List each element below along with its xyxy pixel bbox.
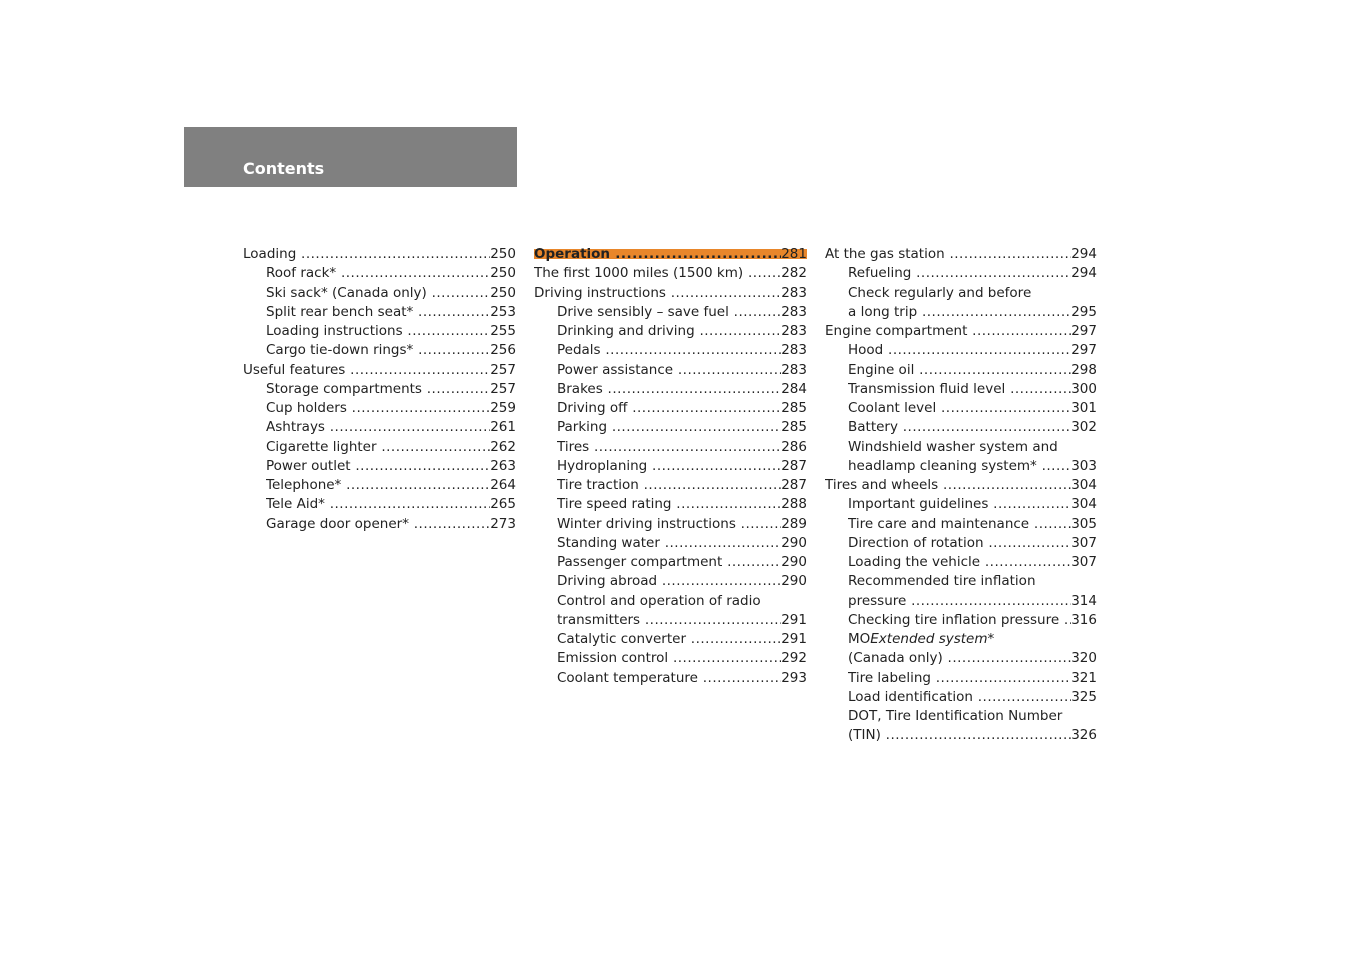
toc-entry-page-number: 290 bbox=[781, 573, 807, 590]
toc-entry[interactable] bbox=[534, 399, 807, 418]
toc-entry[interactable] bbox=[534, 361, 807, 380]
toc-entry-page-number: 295 bbox=[1071, 303, 1097, 320]
toc-entry-page-number: 289 bbox=[781, 515, 807, 532]
toc-entry[interactable] bbox=[825, 495, 1097, 514]
toc-entry-label: Check regularly and before bbox=[848, 284, 1032, 301]
toc-entry-label: Checking tire inflation pressure ..... bbox=[848, 611, 1071, 630]
toc-entry[interactable] bbox=[825, 669, 1097, 688]
toc-entry-page-number: 292 bbox=[781, 650, 807, 667]
toc-entry[interactable] bbox=[825, 245, 1097, 264]
toc-entry-label: Control and operation of radio bbox=[557, 592, 761, 609]
toc-entry[interactable] bbox=[825, 264, 1097, 283]
toc-entry-page-number: 325 bbox=[1071, 688, 1097, 705]
toc-entry-label: Drive sensibly – save fuel ..... bbox=[557, 303, 781, 322]
toc-entry[interactable] bbox=[243, 264, 516, 283]
toc-entry-label: MOExtended system* bbox=[848, 631, 995, 647]
toc-entry[interactable] bbox=[243, 495, 516, 514]
toc-entry-page-number: 305 bbox=[1071, 515, 1097, 532]
toc-entry-label: Useful features ..... bbox=[243, 361, 490, 380]
toc-column-2 bbox=[534, 245, 807, 688]
toc-entry[interactable] bbox=[534, 264, 807, 283]
toc-entry[interactable] bbox=[534, 303, 807, 322]
toc-entry-page-number: 255 bbox=[490, 323, 516, 339]
toc-entry-label: Important guidelines ..... bbox=[848, 495, 1071, 514]
toc-entry-label: Direction of rotation ..... bbox=[848, 534, 1071, 553]
toc-entry[interactable] bbox=[534, 245, 807, 264]
toc-entry-page-number: 261 bbox=[490, 419, 516, 436]
toc-entry[interactable] bbox=[534, 649, 807, 668]
toc-entry-label: Loading the vehicle ..... bbox=[848, 553, 1071, 572]
toc-entry-page-number: 257 bbox=[490, 380, 516, 397]
toc-entry[interactable] bbox=[825, 611, 1097, 630]
toc-entry-page-number: 256 bbox=[490, 342, 516, 359]
toc-entry-page-number: 250 bbox=[490, 246, 516, 262]
toc-entry-label: At the gas station ..... bbox=[825, 245, 1071, 264]
toc-entry-page-number: 303 bbox=[1071, 457, 1097, 474]
toc-entry-label: Tire labeling ..... bbox=[848, 669, 1071, 688]
toc-entry-label: Power outlet ..... bbox=[266, 457, 490, 476]
toc-entry[interactable] bbox=[534, 476, 807, 495]
toc-entry-label: Windshield washer system and bbox=[848, 438, 1058, 455]
toc-entry-label: Ashtrays ..... bbox=[266, 418, 490, 437]
toc-entry-page-number: 302 bbox=[1071, 419, 1097, 436]
toc-entry-page-number: 293 bbox=[781, 669, 807, 686]
toc-entry-label: Ski sack* (Canada only) ..... bbox=[266, 284, 490, 303]
toc-entry-label: (Canada only) ..... bbox=[848, 649, 1071, 668]
toc-entry[interactable] bbox=[825, 418, 1097, 437]
contents-header bbox=[184, 127, 517, 187]
toc-entry-page-number: 259 bbox=[490, 400, 516, 416]
toc-entry-page-number: 326 bbox=[1071, 727, 1097, 744]
toc-entry[interactable] bbox=[534, 418, 807, 437]
toc-entry-page-number: 282 bbox=[781, 265, 807, 282]
toc-entry-label: Power assistance ..... bbox=[557, 361, 781, 380]
toc-entry[interactable] bbox=[825, 630, 1097, 649]
toc-entry-label: Tire speed rating ..... bbox=[557, 495, 781, 514]
toc-entry-label: DOT, Tire Identification Number bbox=[848, 708, 1063, 724]
toc-entry-label: (TIN) ..... bbox=[848, 726, 1071, 745]
toc-entry-label: pressure ..... bbox=[848, 592, 1071, 611]
toc-entry-page-number: 307 bbox=[1071, 554, 1097, 570]
toc-entry-page-number: 250 bbox=[490, 284, 516, 301]
toc-entry[interactable] bbox=[825, 515, 1097, 534]
page-title: Contents bbox=[243, 159, 325, 178]
toc-entry-page-number: 284 bbox=[781, 380, 807, 397]
toc-entry-label: a long trip ..... bbox=[848, 303, 1071, 322]
toc-entry-page-number: 285 bbox=[781, 419, 807, 436]
toc-entry-label: Brakes ..... bbox=[557, 380, 781, 399]
toc-entry[interactable] bbox=[825, 688, 1097, 707]
toc-entry-label: Roof rack* ..... bbox=[266, 264, 490, 283]
toc-entry-page-number: 320 bbox=[1071, 650, 1097, 667]
toc-entry-label: Loading ..... bbox=[243, 245, 490, 264]
toc-entry[interactable] bbox=[243, 457, 516, 476]
toc-entry-label: Hydroplaning ..... bbox=[557, 457, 781, 476]
toc-entry-label: Engine oil ..... bbox=[848, 361, 1071, 380]
toc-entry-page-number: 257 bbox=[490, 361, 516, 378]
toc-entry-label: Pedals ..... bbox=[557, 341, 781, 360]
toc-entry-label: Battery ..... bbox=[848, 418, 1071, 437]
toc-entry-page-number: 250 bbox=[490, 265, 516, 282]
toc-entry[interactable] bbox=[825, 284, 1097, 303]
toc-entry-page-number: 283 bbox=[781, 361, 807, 378]
toc-entry[interactable] bbox=[825, 399, 1097, 418]
toc-entry-label: Driving instructions ..... bbox=[534, 284, 781, 303]
toc-entry-label: Emission control ..... bbox=[557, 649, 781, 668]
toc-entry-label: Operation ..... bbox=[534, 245, 781, 264]
toc-entry[interactable] bbox=[825, 380, 1097, 399]
toc-entry[interactable] bbox=[534, 341, 807, 360]
toc-column-1 bbox=[243, 245, 516, 534]
toc-entry[interactable] bbox=[534, 438, 807, 457]
toc-entry-page-number: 262 bbox=[490, 438, 516, 455]
toc-entry-page-number: 287 bbox=[781, 457, 807, 474]
toc-entry[interactable] bbox=[825, 303, 1097, 322]
toc-entry-page-number: 297 bbox=[1071, 342, 1097, 359]
toc-entry-label: The first 1000 miles (1500 km) ..... bbox=[534, 264, 781, 283]
toc-entry-page-number: 290 bbox=[781, 554, 807, 570]
toc-entry[interactable] bbox=[243, 399, 516, 418]
toc-entry[interactable] bbox=[534, 457, 807, 476]
toc-entry-label: Parking ..... bbox=[557, 418, 781, 437]
toc-entry[interactable] bbox=[534, 284, 807, 303]
toc-entry[interactable] bbox=[534, 380, 807, 399]
toc-entry-page-number: 291 bbox=[781, 611, 807, 628]
toc-entry[interactable] bbox=[243, 284, 516, 303]
toc-entry-page-number: 253 bbox=[490, 303, 516, 320]
toc-entry-page-number: 300 bbox=[1071, 380, 1097, 397]
toc-entry[interactable] bbox=[825, 553, 1097, 572]
toc-entry-label: Winter driving instructions ..... bbox=[557, 515, 781, 534]
toc-entry[interactable] bbox=[534, 611, 807, 630]
toc-entry-label: Drinking and driving ..... bbox=[557, 322, 781, 341]
toc-entry-label: Tires and wheels ..... bbox=[825, 476, 1071, 495]
toc-entry-label: Tire traction ..... bbox=[557, 476, 781, 495]
toc-entry[interactable] bbox=[243, 303, 516, 322]
toc-entry-label: headlamp cleaning system* ..... bbox=[848, 457, 1071, 476]
toc-entry-label: Cup holders ..... bbox=[266, 399, 490, 418]
toc-entry-page-number: 321 bbox=[1071, 669, 1097, 686]
toc-entry-page-number: 304 bbox=[1071, 496, 1097, 513]
toc-entry[interactable] bbox=[825, 438, 1097, 457]
toc-entry[interactable] bbox=[825, 322, 1097, 341]
toc-entry-label: Coolant level ..... bbox=[848, 399, 1071, 418]
toc-entry-page-number: 314 bbox=[1071, 592, 1097, 609]
toc-entry[interactable] bbox=[243, 515, 516, 534]
toc-entry-label: Coolant temperature ..... bbox=[557, 669, 781, 688]
toc-entry-page-number: 291 bbox=[781, 631, 807, 647]
toc-entry[interactable] bbox=[825, 361, 1097, 380]
toc-entry-page-number: 294 bbox=[1071, 246, 1097, 262]
toc-column-3 bbox=[825, 245, 1097, 746]
toc-entry-page-number: 316 bbox=[1071, 611, 1097, 628]
toc-entry-label: Engine compartment ..... bbox=[825, 322, 1071, 341]
toc-entry-page-number: 307 bbox=[1071, 534, 1097, 551]
toc-entry-label: Tele Aid* ..... bbox=[266, 495, 490, 514]
toc-entry[interactable] bbox=[825, 649, 1097, 668]
toc-entry[interactable] bbox=[243, 438, 516, 457]
toc-entry-label: Cargo tie-down rings* ..... bbox=[266, 341, 490, 360]
toc-entry-label: Telephone* ..... bbox=[266, 476, 490, 495]
toc-entry-label: Tire care and maintenance ..... bbox=[848, 515, 1071, 534]
toc-entry-page-number: 304 bbox=[1071, 477, 1097, 493]
toc-entry-page-number: 298 bbox=[1071, 361, 1097, 378]
toc-entry-page-number: 283 bbox=[781, 303, 807, 320]
toc-entry-label: Catalytic converter ..... bbox=[557, 630, 781, 649]
toc-entry[interactable] bbox=[534, 495, 807, 514]
toc-entry[interactable] bbox=[825, 534, 1097, 553]
toc-entry[interactable] bbox=[243, 476, 516, 495]
toc-entry-label: Driving off ..... bbox=[557, 399, 781, 418]
toc-entry-page-number: 283 bbox=[781, 342, 807, 359]
toc-entry[interactable] bbox=[825, 572, 1097, 591]
toc-entry-page-number: 290 bbox=[781, 534, 807, 551]
toc-entry[interactable] bbox=[534, 534, 807, 553]
toc-entry[interactable] bbox=[825, 707, 1097, 726]
toc-entry[interactable] bbox=[825, 592, 1097, 611]
toc-entry-label: Storage compartments ..... bbox=[266, 380, 490, 399]
toc-entry-label: Load identification ..... bbox=[848, 688, 1071, 707]
toc-entry-label: Loading instructions ..... bbox=[266, 322, 490, 341]
toc-entry-label: Transmission fluid level ..... bbox=[848, 380, 1071, 399]
toc-entry[interactable] bbox=[825, 457, 1097, 476]
toc-entry-page-number: 285 bbox=[781, 400, 807, 416]
toc-entry-page-number: 264 bbox=[490, 477, 516, 493]
toc-entry-label: Cigarette lighter ..... bbox=[266, 438, 490, 457]
toc-entry-label: Tires ..... bbox=[557, 438, 781, 457]
toc-entry[interactable] bbox=[243, 322, 516, 341]
toc-entry-label: Refueling ..... bbox=[848, 264, 1071, 283]
toc-entry[interactable] bbox=[243, 245, 516, 264]
toc-entry-page-number: 287 bbox=[781, 477, 807, 493]
toc-entry-page-number: 286 bbox=[781, 438, 807, 455]
toc-entry[interactable] bbox=[534, 553, 807, 572]
toc-entry-label: Driving abroad ..... bbox=[557, 572, 781, 591]
toc-entry[interactable] bbox=[825, 341, 1097, 360]
toc-entry-label: Recommended tire inflation bbox=[848, 573, 1036, 590]
toc-entry-page-number: 288 bbox=[781, 496, 807, 513]
toc-entry-page-number: 301 bbox=[1071, 400, 1097, 416]
toc-entry[interactable] bbox=[534, 592, 807, 611]
toc-entry-label: transmitters ..... bbox=[557, 611, 781, 630]
toc-entry[interactable] bbox=[534, 322, 807, 341]
toc-entry[interactable] bbox=[243, 418, 516, 437]
toc-entry-label: Standing water ..... bbox=[557, 534, 781, 553]
toc-entry-label: Hood ..... bbox=[848, 341, 1071, 360]
toc-entry-page-number: 297 bbox=[1071, 323, 1097, 339]
toc-entry[interactable] bbox=[534, 572, 807, 591]
toc-entry-page-number: 283 bbox=[781, 323, 807, 339]
toc-entry[interactable] bbox=[825, 476, 1097, 495]
toc-entry-page-number: 281 bbox=[781, 246, 807, 262]
toc-entry-page-number: 283 bbox=[781, 284, 807, 301]
toc-entry-page-number: 265 bbox=[490, 496, 516, 513]
toc-entry-page-number: 294 bbox=[1071, 265, 1097, 282]
toc-entry[interactable] bbox=[243, 341, 516, 360]
toc-entry[interactable] bbox=[534, 515, 807, 534]
toc-entry[interactable] bbox=[825, 726, 1097, 745]
toc-entry-label: Garage door opener* ..... bbox=[266, 515, 490, 534]
toc-entry-page-number: 273 bbox=[490, 515, 516, 532]
toc-entry[interactable] bbox=[534, 630, 807, 649]
toc-entry-page-number: 263 bbox=[490, 457, 516, 474]
toc-entry[interactable] bbox=[534, 669, 807, 688]
toc-entry-label: Split rear bench seat* ..... bbox=[266, 303, 490, 322]
toc-entry[interactable] bbox=[243, 380, 516, 399]
toc-entry[interactable] bbox=[243, 361, 516, 380]
toc-entry-label: Passenger compartment ..... bbox=[557, 553, 781, 572]
